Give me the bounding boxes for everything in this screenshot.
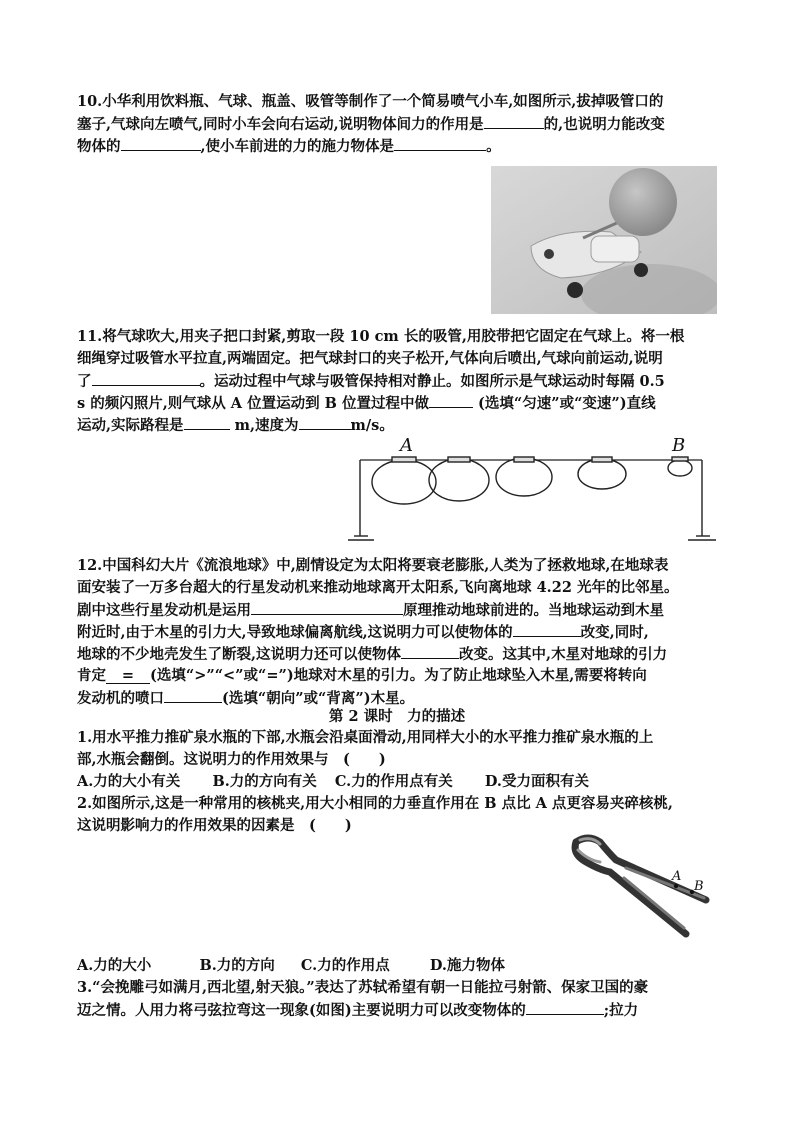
q11-text-5a: 运动,实际路程是 [77,417,184,434]
q12-blank-4[interactable]: = [106,665,150,684]
q12-text-6b: (选填“>”“<”或“=”)地球对木星的引力。为了防止地球坠入木星,需要将转向 [150,667,647,684]
q11-text-3a: 了 [77,373,92,390]
q12-text-7b: (选填“朝向”或“背离”)木星。 [222,690,415,707]
q12-blank-2[interactable] [513,621,581,637]
q12-text-5b: 改变。这其中,木星对地球的引力 [459,646,668,663]
q12-text-4b: 改变,同时, [580,624,649,641]
q11-blank-3[interactable] [184,414,230,430]
q12-line2: 面安装了一万多台超大的行星发动机来推动地球离开太阳系,飞向离地球 4.22 光年的比邻星。 [77,579,679,596]
q12-line1: 12.中国科幻大片《流浪地球》中,剧情设定为太阳将要衰老膨胀,人类为了拯救地球,在地球表 [77,557,669,574]
p3-text-2b: ;拉力 [603,1002,639,1019]
p2-option-b[interactable]: B.力的方向 [199,957,275,974]
balloon-b-icon [668,460,692,476]
q10-text-3a: 物体的 [77,138,121,155]
q11-blank-2[interactable] [429,392,473,408]
q11-line3 [77,370,665,393]
q10-line3 [77,135,501,158]
q11-line4 [77,392,656,415]
label-a: A [400,435,413,456]
p1-option-a[interactable]: A.力的大小有关 [77,773,181,790]
q12-text-6a: 肯定 [77,667,106,684]
nut-label-b: B [694,879,704,894]
p2-line2: 这说明影响力的作用效果的因素是 ( ) [77,817,352,834]
nut-label-a: A [672,869,682,884]
p3-line1: 3.“会挽雕弓如满月,西北望,射天狼。”表达了苏轼希望有朝一日能拉弓射箭、保家卫国的豪 [77,979,649,996]
q11-text-5c: m/s。 [350,417,394,434]
q10-blank-2[interactable] [121,135,201,151]
nutcracker-figure [566,832,722,944]
q10-blank-3[interactable] [394,135,486,151]
jet-car-photo [491,166,717,314]
p3-text-2a: 迈之情。人用力将弓弦拉弯这一现象(如图)主要说明力可以改变物体的 [77,1002,526,1019]
q10-blank-1[interactable] [484,113,544,129]
p1-option-b[interactable]: B.力的方向有关 [212,773,317,790]
p1-options [77,771,589,793]
q11-line1: 11.将气球吹大,用夹子把口封紧,剪取一段 10 cm 长的吸管,用胶带把它固定在气球上。将一根 [77,328,685,345]
p1-line1: 1.用水平推力推矿泉水瓶的下部,水瓶会沿桌面滑动,用同样大小的水平推力推矿泉水瓶的上 [77,729,654,746]
q11-line2: 细绳穿过吸管水平拉直,两端固定。把气球封口的夹子松开,气体向后喷出,气球向前运动,说明 [77,350,663,367]
balloon-strobe-figure [344,432,720,548]
p2-option-a[interactable]: A.力的大小 [77,957,152,974]
q10-text-2a: 塞子,气球向左喷气,同时小车会向右运动,说明物体间力的作用是 [77,116,484,133]
p3-blank-1[interactable] [526,999,604,1015]
q10-line2 [77,113,665,136]
q10-text-3c: 。 [486,138,501,155]
p2-option-d[interactable]: D.施力物体 [429,957,505,974]
q12-blank-1[interactable] [251,599,403,615]
q12-line4 [77,621,649,644]
q12-text-4a: 附近时,由于木星的引力大,导致地球偏离航线,这说明力可以使物体的 [77,624,513,641]
q12-text-3a: 剧中这些行星发动机是运用 [77,602,251,619]
q12-line5 [77,643,667,666]
q12-text-3b: 原理推动地球前进的。当地球运动到木星 [403,602,664,619]
q12-text-5a: 地球的不少地壳发生了断裂,这说明力还可以使物体 [77,646,402,663]
q11-blank-4[interactable] [299,414,351,430]
q11-text-3b: 。运动过程中气球与吸管保持相对静止。如图所示是气球运动时每隔 0.5 [199,373,665,390]
q11-text-5b: m,速度为 [234,417,299,434]
point-a-icon [674,884,678,888]
p1-option-c[interactable]: C.力的作用点有关 [334,773,453,790]
p1-option-d[interactable]: D.受力面积有关 [484,773,589,790]
label-b: B [672,435,686,456]
p2-line1: 2.如图所示,这是一种常用的核桃夹,用大小相同的力垂直作用在 B 点比 A 点更容易夹碎核桃, [77,795,673,812]
q12-blank-3[interactable] [401,643,459,659]
q12-line3 [77,599,664,622]
q12-line6 [77,665,647,687]
balloon-icon [609,168,677,236]
p2-options [77,955,505,977]
q11-text-4b: (选填“匀速”或“变速”)直线 [478,395,656,412]
q10-text-3b: ,使小车前进的力的施力物体是 [200,138,395,155]
q10-text-2b: 的,也说明力能改变 [543,116,665,133]
q11-text-4a: s 的频闪照片,则气球从 A 位置运动到 B 位置过程中做 [77,395,429,412]
section-title: 第 2 课时 力的描述 [328,708,466,725]
q11-blank-1[interactable] [92,370,200,386]
p3-line2 [77,999,638,1022]
q10-line1: 10.小华利用饮料瓶、气球、瓶盖、吸管等制作了一个简易喷气小车,如图所示,拔掉吸管口的 [77,93,664,110]
balloon-a-icon [372,460,436,504]
p1-line2: 部,水瓶会翻倒。这说明力的作用效果与 ( ) [77,751,386,768]
q12-blank-5[interactable] [164,687,222,703]
wheel-icon [634,263,648,277]
p2-option-c[interactable]: C.力的作用点 [300,957,390,974]
q12-text-7a: 发动机的喷口 [77,690,164,707]
